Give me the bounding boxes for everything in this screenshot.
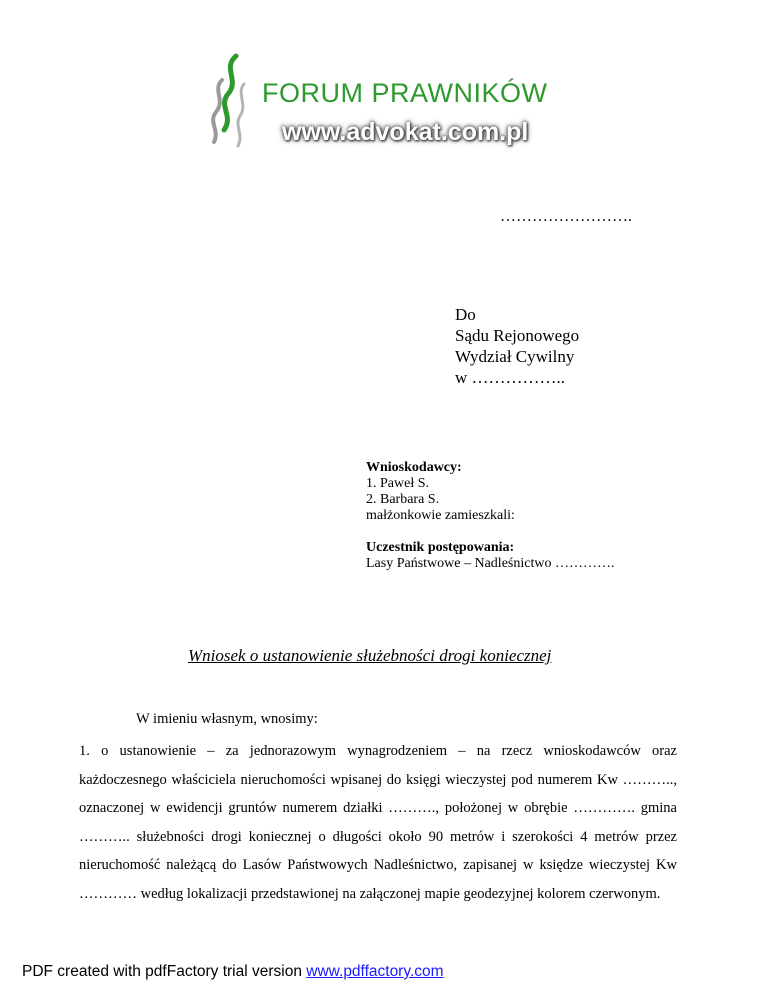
pdffactory-link[interactable]: www.pdffactory.com [306,963,444,980]
court-address-block [455,304,579,388]
court-line: Wydział Cywilny [455,347,575,366]
request-paragraph: 1. o ustanowienie – za jednorazowym wynagrodzeniem – na rzecz wnioskodawców oraz każdoczesnego właściciela nieruchomości wpisanej do księgi wieczystej pod numerem Kw ……….., oznaczonej w ewidencji gruntów numerem działki ………., położonej w obrębie …………. gmina ……….. służebności drogi koniecznej o długości około 90 metrów i szerokości 4 metrów przez nieruchomość należącą do Lasów Państwowych Nadleśnictwo, zapisanej w księdze wieczystej Kw ………… według lokalizacji przedstawionej na załączonej mapie geodezyjnej kolorem czerwonym. [79,743,677,902]
date-placeholder: ……………………. [500,208,632,225]
address-note: małżonkowie zamieszkali: [366,508,515,523]
participant-name: Lasy Państwowe – Nadleśnictwo …………. [366,556,615,571]
intro-text: W imieniu własnym, wnosimy: [136,711,318,727]
spacer [366,524,614,540]
parties-block [366,460,614,572]
court-line: Sądu Rejonowego [455,326,580,345]
applicants-heading: Wnioskodawcy: [366,460,462,475]
logo-title: FORUM PRAWNIKÓW [262,78,548,108]
applicant-item: 2. Barbara S. [366,492,440,507]
footer-text: PDF created with pdfFactory trial version [22,963,307,980]
logo-url: www.advokat.com.pl [282,118,529,146]
forum-prawnikow-logo [200,50,580,150]
document-title: Wniosek o ustanowienie służebności drogi koniecznej [188,646,552,665]
court-line: Do [455,305,476,324]
swirl-s-logo-icon [200,50,260,150]
pdf-footer [22,963,444,981]
participant-heading: Uczestnik postępowania: [366,540,515,555]
applicant-item: 1. Paweł S. [366,476,429,491]
court-line: w …………….. [455,368,566,387]
